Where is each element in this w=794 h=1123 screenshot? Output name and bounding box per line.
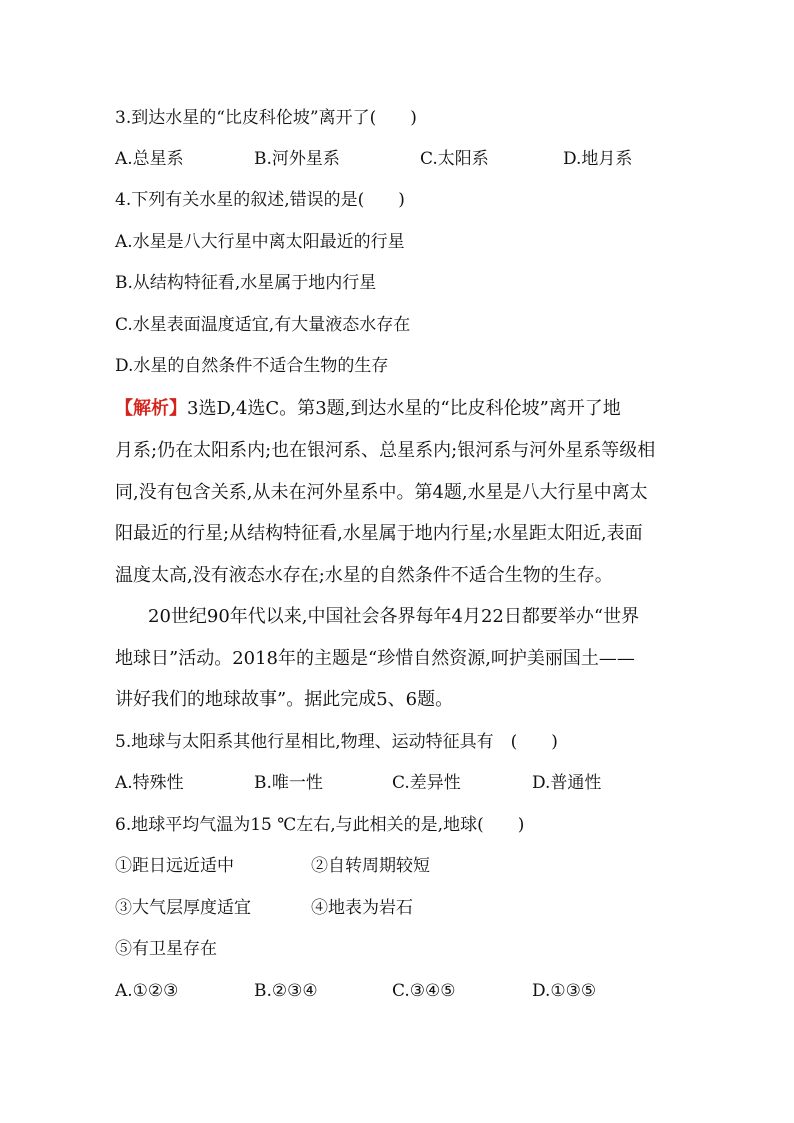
q5-option-b: B.唯一性: [254, 773, 323, 793]
q6-option-a: A.①②③: [115, 981, 179, 1001]
q6-option-d: D.①③⑤: [532, 981, 597, 1001]
q4-option-a: A.水星是八大行星中离太阳最近的行星: [115, 232, 405, 252]
q6-item-3: ③大气层厚度适宜: [115, 898, 251, 918]
q4-option-c: C.水星表面温度适宜,有大量液态水存在: [115, 315, 411, 335]
analysis-line-3: 同,没有包含关系,从未在河外星系中。第4题,水星是八大行星中离太: [115, 482, 648, 503]
q6-item-2: ②自转周期较短: [311, 856, 430, 876]
passage-line-1: 20世纪90年代以来,中国社会各界每年4月22日都要举办“世界: [148, 606, 640, 627]
q3-stem: 3.到达水星的“比皮科伦坡”离开了( ): [115, 108, 417, 128]
q5-stem: 5.地球与太阳系其他行星相比,物理、运动特征具有 ( ): [115, 732, 558, 752]
q3-option-c: C.太阳系: [420, 149, 489, 169]
q3-option-a: A.总星系: [115, 149, 184, 169]
q5-option-a: A.特殊性: [115, 773, 184, 793]
q3-option-b: B.河外星系: [254, 149, 340, 169]
q4-stem: 4.下列有关水星的叙述,错误的是( ): [115, 190, 405, 210]
q6-item-5: ⑤有卫星存在: [115, 939, 217, 959]
q6-option-c: C.③④⑤: [392, 981, 456, 1001]
passage-line-2: 地球日”活动。2018年的主题是“珍惜自然资源,呵护美丽国土——: [115, 648, 635, 669]
analysis-text: 3选D,4选C。第3题,到达水星的“比皮科伦坡”离开了地: [187, 398, 621, 419]
q5-option-c: C.差异性: [392, 773, 461, 793]
analysis-line-4: 阳最近的行星;从结构特征看,水星属于地内行星;水星距太阳近,表面: [115, 523, 643, 544]
analysis-line-5: 温度太高,没有液态水存在;水星的自然条件不适合生物的生存。: [115, 565, 613, 586]
q5-option-d: D.普通性: [532, 773, 602, 793]
analysis-line-2: 月系;仍在太阳系内;也在银河系、总星系内;银河系与河外星系等级相: [115, 440, 656, 461]
analysis-line-1: [115, 398, 621, 420]
passage-line-3: 讲好我们的地球故事”。据此完成5、6题。: [115, 689, 454, 710]
q6-item-4: ④地表为岩石: [311, 898, 413, 918]
q6-item-1: ①距日远近适中: [115, 856, 234, 876]
q6-option-b: B.②③④: [254, 981, 318, 1001]
q6-stem: 6.地球平均气温为15 ℃左右,与此相关的是,地球( ): [115, 815, 525, 835]
q4-option-b: B.从结构特征看,水星属于地内行星: [115, 273, 377, 293]
q4-option-d: D.水星的自然条件不适合生物的生存: [115, 356, 389, 376]
q3-option-d: D.地月系: [563, 149, 633, 169]
analysis-tag: 【解析】: [115, 398, 187, 419]
